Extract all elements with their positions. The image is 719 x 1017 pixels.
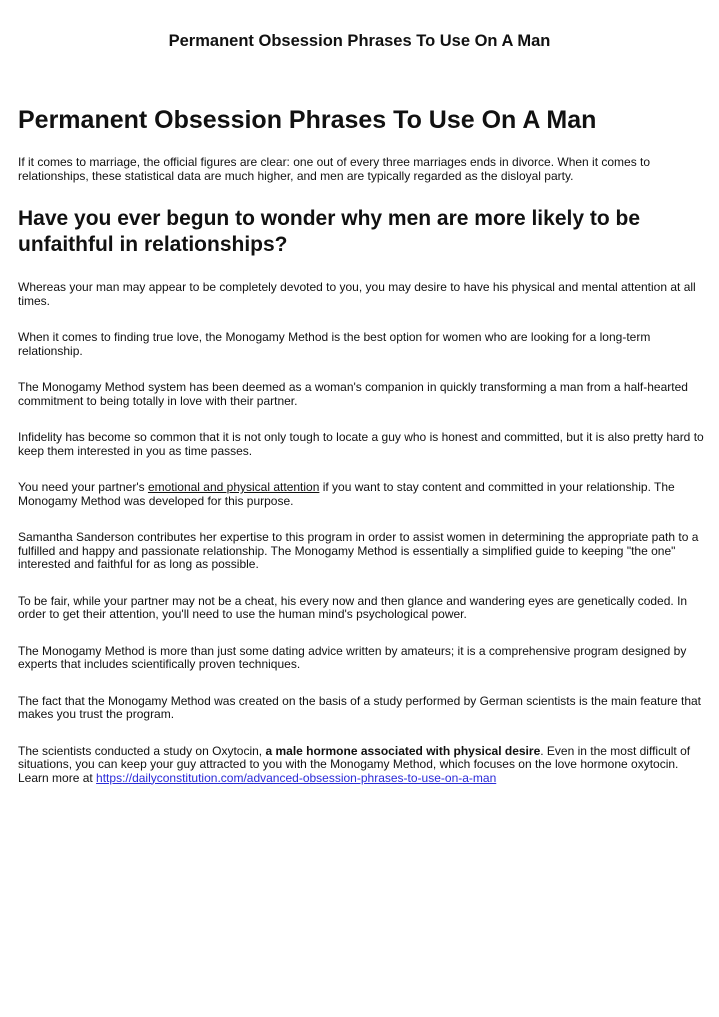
paragraph-attention-after: if you want to stay content and committed in your relationship. The Monogamy Method was developed for this purpose. bbox=[18, 480, 675, 508]
paragraph-infidelity: Infidelity has become so common that it is not only tough to locate a guy who is honest and committed, but it is also pretty hard to keep them interested in you as time passes. bbox=[18, 430, 704, 458]
paragraph-study: The fact that the Monogamy Method was created on the basis of a study performed by German scientists is the main feature that makes you trust the program. bbox=[18, 693, 702, 721]
intro-paragraph: If it comes to marriage, the official figures are clear: one out of every three marriages ends in divorce. When it comes to relationships, these statistical data are much higher, and men are typically regarded as the disloyal party. bbox=[18, 155, 651, 183]
emotional-attention-underlined: emotional and physical attention bbox=[147, 480, 320, 494]
hormone-bold-text: a male hormone associated with physical desire bbox=[265, 743, 541, 758]
article-title: Permanent Obsession Phrases To Use On A Man bbox=[18, 106, 597, 134]
paragraph-fair: To be fair, while your partner may not be a cheat, his every now and then glance and wandering eyes are genetically coded. In order to get their attention, you'll need to use the human mind's psychological power. bbox=[18, 593, 688, 621]
paragraph-sanderson: Samantha Sanderson contributes her expertise to this program in order to assist women in determining the appropriate path to a fulfilled and happy and passionate relationship. The Monogamy Method is essentially a simplified guide to keeping "the one" interested and faithful for as long as possible. bbox=[18, 530, 699, 571]
paragraph-true-love: When it comes to finding true love, the Monogamy Method is the best option for women who are looking for a long-term relationship. bbox=[18, 330, 651, 358]
paragraph-comprehensive: The Monogamy Method is more than just some dating advice written by amateurs; it is a comprehensive program designed by experts that includes scientifically proven techniques. bbox=[18, 643, 687, 671]
paragraph-attention-before: You need your partner's bbox=[18, 480, 148, 494]
paragraph-oxytocin-after: . Even in the most difficult of situations, you can keep your guy attracted to you with the Monogamy Method, which focuses on the love hormone oxytocin. Learn more at bbox=[18, 743, 691, 785]
paragraph-oxytocin bbox=[18, 745, 708, 786]
paragraph-oxytocin-before: The scientists conducted a study on Oxytocin, bbox=[18, 743, 266, 758]
paragraph-devotion: Whereas your man may appear to be completely devoted to you, you may desire to have his physical and mental attention at all times. bbox=[18, 280, 696, 308]
paragraph-companion: The Monogamy Method system has been deemed as a woman's companion in quickly transforming a man from a half-hearted commitment to being totally in love with their partner. bbox=[18, 380, 688, 408]
paragraph-attention bbox=[18, 481, 708, 508]
article-subheading: Have you ever begun to wonder why men are more likely to be unfaithful in relationships? bbox=[18, 207, 641, 256]
subheading-block bbox=[18, 206, 708, 258]
source-link[interactable]: https://dailyconstitution.com/advanced-obsession-phrases-to-use-on-a-man bbox=[96, 770, 497, 785]
article-body bbox=[18, 104, 708, 785]
running-header: Permanent Obsession Phrases To Use On A Man bbox=[168, 32, 551, 50]
